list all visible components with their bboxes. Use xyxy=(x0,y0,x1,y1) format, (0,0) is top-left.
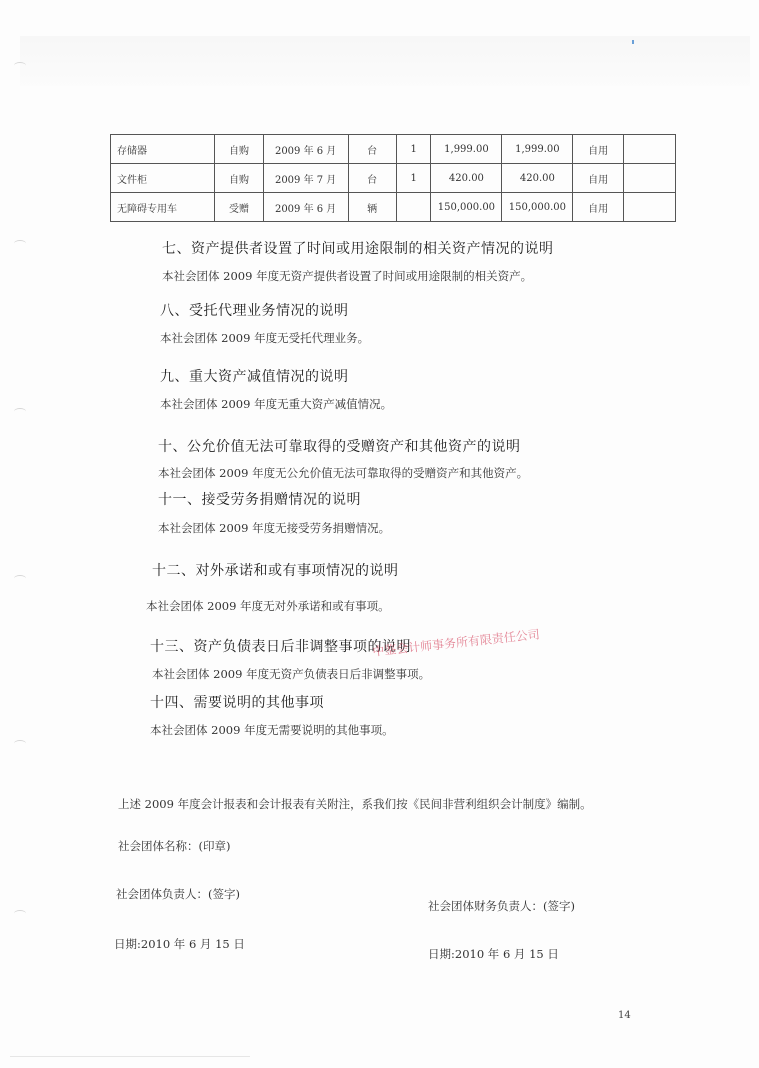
section-text-11: 本社会团体 2009 年度无接受劳务捐赠情况。 xyxy=(158,521,391,535)
table-cell: 辆 xyxy=(348,193,396,222)
margin-mark xyxy=(14,740,26,747)
table-cell: 受赠 xyxy=(215,193,264,222)
margin-mark xyxy=(14,408,26,415)
finance-leader-label: 社会团体财务负责人：(签字) xyxy=(428,899,575,913)
date-left: 日期:2010 年 6 月 15 日 xyxy=(114,937,245,951)
table-cell: 文件柜 xyxy=(111,164,215,193)
margin-mark xyxy=(14,240,26,247)
table-row xyxy=(111,135,676,164)
table-cell: 自用 xyxy=(573,193,624,222)
table-cell xyxy=(396,193,431,222)
table-cell: 2009 年 6 月 xyxy=(263,193,348,222)
table-cell xyxy=(623,193,675,222)
table-cell: 1,999.00 xyxy=(431,135,502,164)
date-right: 日期:2010 年 6 月 15 日 xyxy=(428,947,559,961)
scan-edge-line xyxy=(10,1056,250,1057)
table-cell: 2009 年 6 月 xyxy=(263,135,348,164)
table-cell: 1,999.00 xyxy=(502,135,573,164)
table-row xyxy=(111,193,676,222)
organization-leader-label: 社会团体负责人：(签字) xyxy=(116,887,240,901)
table-cell: 150,000.00 xyxy=(431,193,502,222)
table-cell: 自用 xyxy=(573,135,624,164)
section-text-10: 本社会团体 2009 年度无公允价值无法可靠取得的受赠资产和其他资产。 xyxy=(158,466,529,480)
table-cell: 420.00 xyxy=(502,164,573,193)
table-cell: 自购 xyxy=(215,164,264,193)
table-cell: 2009 年 7 月 xyxy=(263,164,348,193)
section-heading-8: 八、受托代理业务情况的说明 xyxy=(160,303,349,319)
section-text-14: 本社会团体 2009 年度无需要说明的其他事项。 xyxy=(150,723,394,737)
scan-speck xyxy=(632,40,634,44)
section-text-7: 本社会团体 2009 年度无资产提供者设置了时间或用途限制的相关资产。 xyxy=(162,269,533,283)
section-heading-9: 九、重大资产减值情况的说明 xyxy=(160,369,349,385)
section-heading-11: 十一、接受劳务捐赠情况的说明 xyxy=(158,492,361,508)
section-text-9: 本社会团体 2009 年度无重大资产减值情况。 xyxy=(160,397,393,411)
margin-mark xyxy=(14,575,26,582)
table-cell: 1 xyxy=(396,164,431,193)
table-cell: 台 xyxy=(348,135,396,164)
company-stamp: 中鉴会计师事务所有限责任公司 xyxy=(371,627,541,659)
margin-mark xyxy=(14,910,26,917)
section-heading-12: 十二、对外承诺和或有事项情况的说明 xyxy=(152,563,399,579)
table-cell xyxy=(623,135,675,164)
page-number: 14 xyxy=(618,1010,631,1021)
table-cell: 自购 xyxy=(215,135,264,164)
section-heading-7: 七、资产提供者设置了时间或用途限制的相关资产情况的说明 xyxy=(162,241,554,257)
organization-name-label: 社会团体名称：(印章) xyxy=(118,839,231,853)
section-heading-14: 十四、需要说明的其他事项 xyxy=(150,695,324,711)
table-cell: 1 xyxy=(396,135,431,164)
section-text-12: 本社会团体 2009 年度无对外承诺和或有事项。 xyxy=(146,599,390,613)
section-text-8: 本社会团体 2009 年度无受托代理业务。 xyxy=(160,331,370,345)
table-cell: 存储器 xyxy=(111,135,215,164)
table-cell: 无障碍专用车 xyxy=(111,193,215,222)
scan-band xyxy=(20,36,750,86)
section-text-13: 本社会团体 2009 年度无资产负债表日后非调整事项。 xyxy=(152,667,431,681)
table-cell: 自用 xyxy=(573,164,624,193)
table-cell: 台 xyxy=(348,164,396,193)
table-cell xyxy=(623,164,675,193)
margin-mark xyxy=(14,62,26,69)
preparation-statement: 上述 2009 年度会计报表和会计报表有关附注，系我们按《民间非营利组织会计制度》编制。 xyxy=(118,797,592,811)
section-heading-10: 十、公允价值无法可靠取得的受赠资产和其他资产的说明 xyxy=(158,439,521,455)
asset-table xyxy=(110,134,676,222)
table-cell: 420.00 xyxy=(431,164,502,193)
section-heading-13: 十三、资产负债表日后非调整事项的说明 xyxy=(150,639,411,655)
table-row xyxy=(111,164,676,193)
table-cell: 150,000.00 xyxy=(502,193,573,222)
